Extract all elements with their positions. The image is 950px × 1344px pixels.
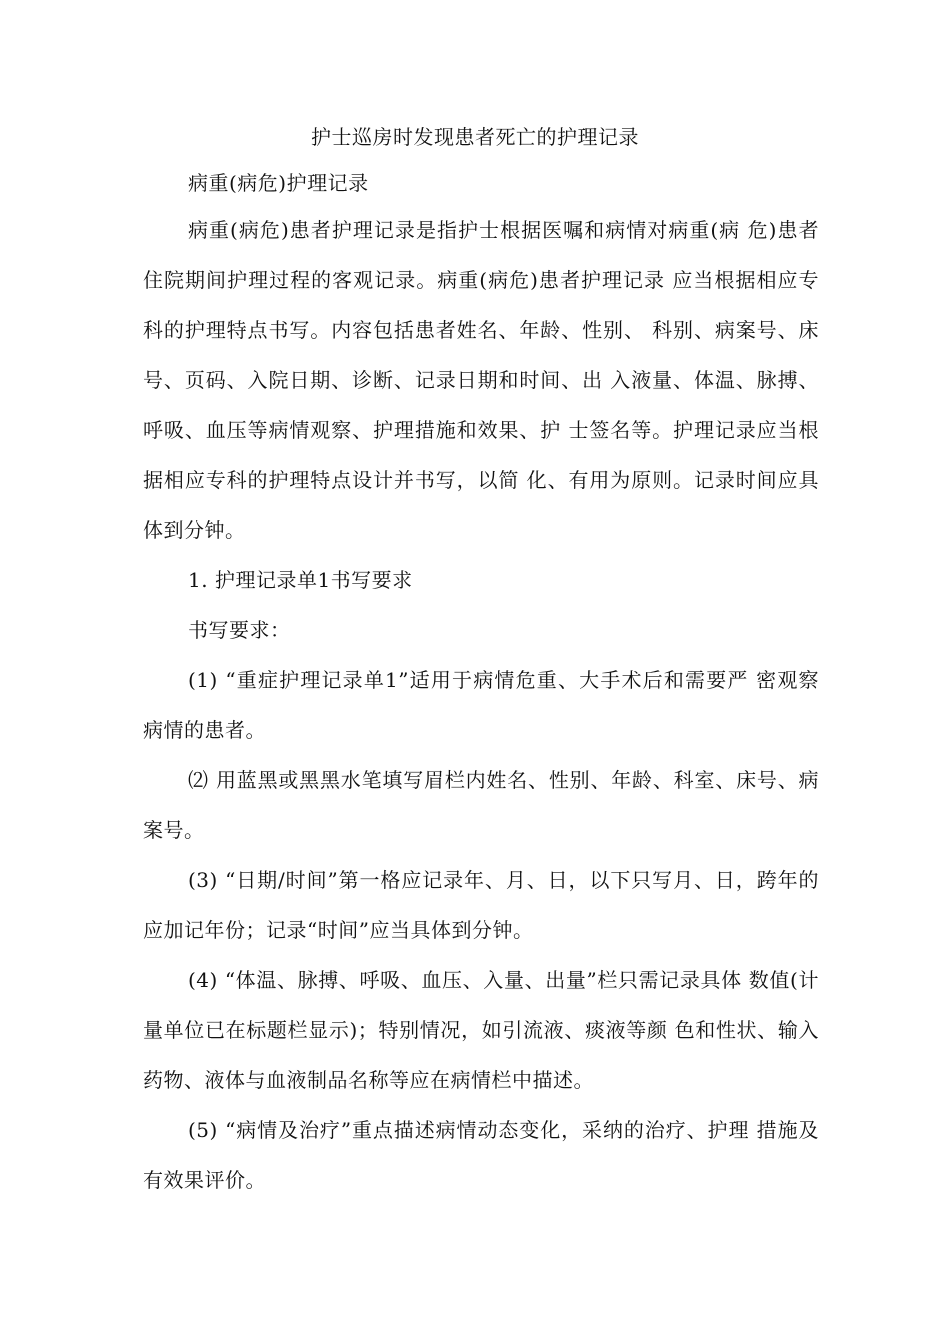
requirement-2: ⑵ 用蓝黑或黑黑水笔填写眉栏内姓名、性别、年龄、科室、床号、病案号。 <box>143 768 819 842</box>
requirement-4: (4) “体温、脉搏、呼吸、血压、入量、出量”栏只需记录具体 数值(计量单位已在标题栏显示)；特别情况，如引流液、痰液等颜 色和性状、输入药物、液体与血液制品名称等应在病情栏中描述。 <box>143 968 819 1092</box>
section-heading: 病重(病危)护理记录 <box>188 171 369 195</box>
item-heading: 1. 护理记录单1书写要求 <box>188 568 413 592</box>
intro-paragraph: 病重(病危)患者护理记录是指护士根据医嘱和病情对病重(病 危)患者住院期间护理过程的客观记录。病重(病危)患者护理记录 应当根据相应专科的护理特点书写。内容包括患者姓名、年龄、性别、 科别、病案号、床号、页码、入院日期、诊断、记录日期和时间、出 入液量、体温、脉搏、呼吸、血压等病情观察、护理措施和效果、护 士签名等。护理记录应当根据相应专科的护理特点设计并书写，以简 化、有用为原则。记录时间应具体到分钟。 <box>143 218 819 542</box>
document-title: 护士巡房时发现患者死亡的护理记录 <box>311 125 639 149</box>
requirement-3: (3) “日期/时间”第一格应记录年、月、日，以下只写月、日，跨年的应加记年份；记录“时间”应当具体到分钟。 <box>143 868 819 942</box>
requirement-5: (5) “病情及治疗”重点描述病情动态变化，采纳的治疗、护理 措施及有效果评价。 <box>143 1118 819 1192</box>
requirements-label: 书写要求： <box>188 618 291 642</box>
requirement-1: (1) “重症护理记录单1”适用于病情危重、大手术后和需要严 密观察病情的患者。 <box>143 668 819 742</box>
